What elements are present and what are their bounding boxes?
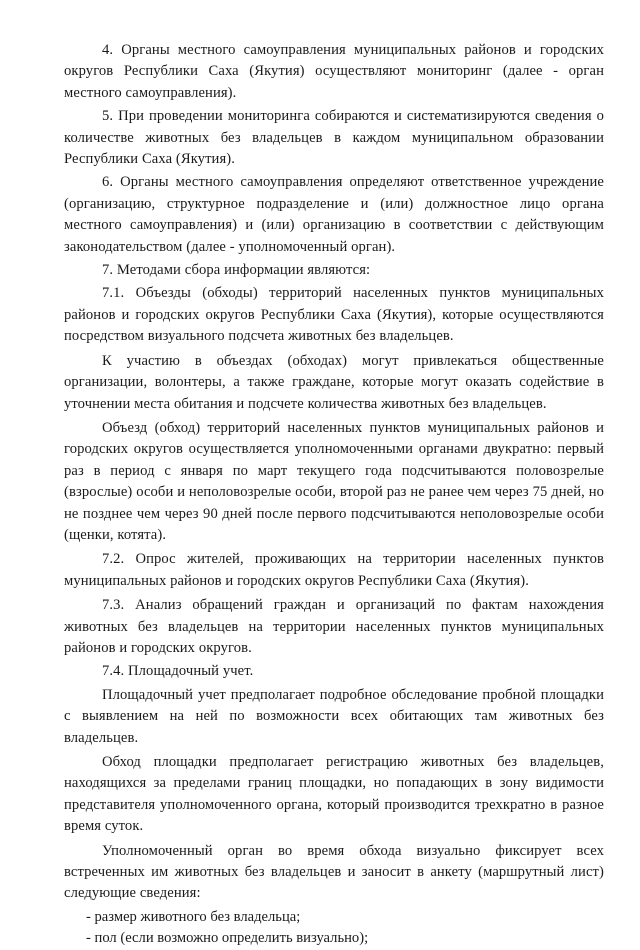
paragraph-site-count: Площадочный учет предполагает подробное обследование пробной площадки с выявлением на ней по возможности всех обитающих там животных без владельцев. bbox=[64, 686, 604, 746]
paragraph-7: 7. Методами сбора информации являются: bbox=[102, 262, 371, 279]
paragraph-site-bypass: Обход площадки предполагает регистрацию животных без владельцев, находящихся за пределами границ площадки, но попадающих в зону видимости представителя уполномоченного органа, который производится трехкратно в разное время суток. bbox=[64, 754, 604, 835]
paragraph-4: 4. Органы местного самоуправления муниципальных районов и городских округов Республики Саха (Якутия) осуществляют мониторинг (далее - орган местного самоуправления). bbox=[64, 42, 604, 101]
paragraph-7-4: 7.4. Площадочный учет. bbox=[102, 663, 254, 680]
paragraph-7-3: 7.3. Анализ обращений граждан и организаций по фактам нахождения животных без владельцев на территории населенных пунктов муниципальных районов и городских округов. bbox=[64, 597, 604, 656]
paragraph-7-1: 7.1. Объезды (обходы) территорий населенных пунктов муниципальных районов и городских округов Республики Саха (Якутия), которые осуществляются посредством визуального подсчета животных без владельцев. bbox=[64, 285, 604, 345]
paragraph-participation: К участию в объездах (обходах) могут привлекаться общественные организации, волонтеры, а также граждане, которые могут оказать содействие в уточнении места обитания и подсчете количества животных без владельцев. bbox=[64, 352, 604, 412]
paragraph-7-2: 7.2. Опрос жителей, проживающих на территории населенных пунктов муниципальных районов и городских округов Республики Саха (Якутия). bbox=[64, 551, 604, 589]
paragraph-authority-records: Уполномоченный орган во время обхода визуально фиксирует всех встреченных им животных без владельцев и заносит в анкету (маршрутный лист) следующие сведения: bbox=[64, 842, 604, 902]
list-item-sex: - пол (если возможно определить визуально); bbox=[86, 930, 369, 947]
paragraph-5: 5. При проведении мониторинга собираются и систематизируются сведения о количестве животных без владельцев в каждом муниципальном образовании Республики Саха (Якутия). bbox=[64, 108, 604, 168]
paragraph-6: 6. Органы местного самоуправления определяют ответственное учреждение (организацию, структурное подразделение и (или) должностное лицо органа местного самоуправления) и (или) организацию в соответствии с действующим законодательством (далее - уполномоченный орган). bbox=[64, 174, 604, 255]
paragraph-bypass: Объезд (обход) территорий населенных пунктов муниципальных районов и городских округов осуществляется уполномоченными органами двукратно: первый раз в период с января по март текущего года подсчитываются половозрелые (взрослые) особи и неполовозрелые особи, второй раз не ранее чем через 75 дней, но не позднее чем через 90 дней после первого подсчитываются неполовозрелые особи (щенки, котята). bbox=[64, 419, 604, 543]
list-item-size: - размер животного без владельца; bbox=[86, 908, 301, 925]
